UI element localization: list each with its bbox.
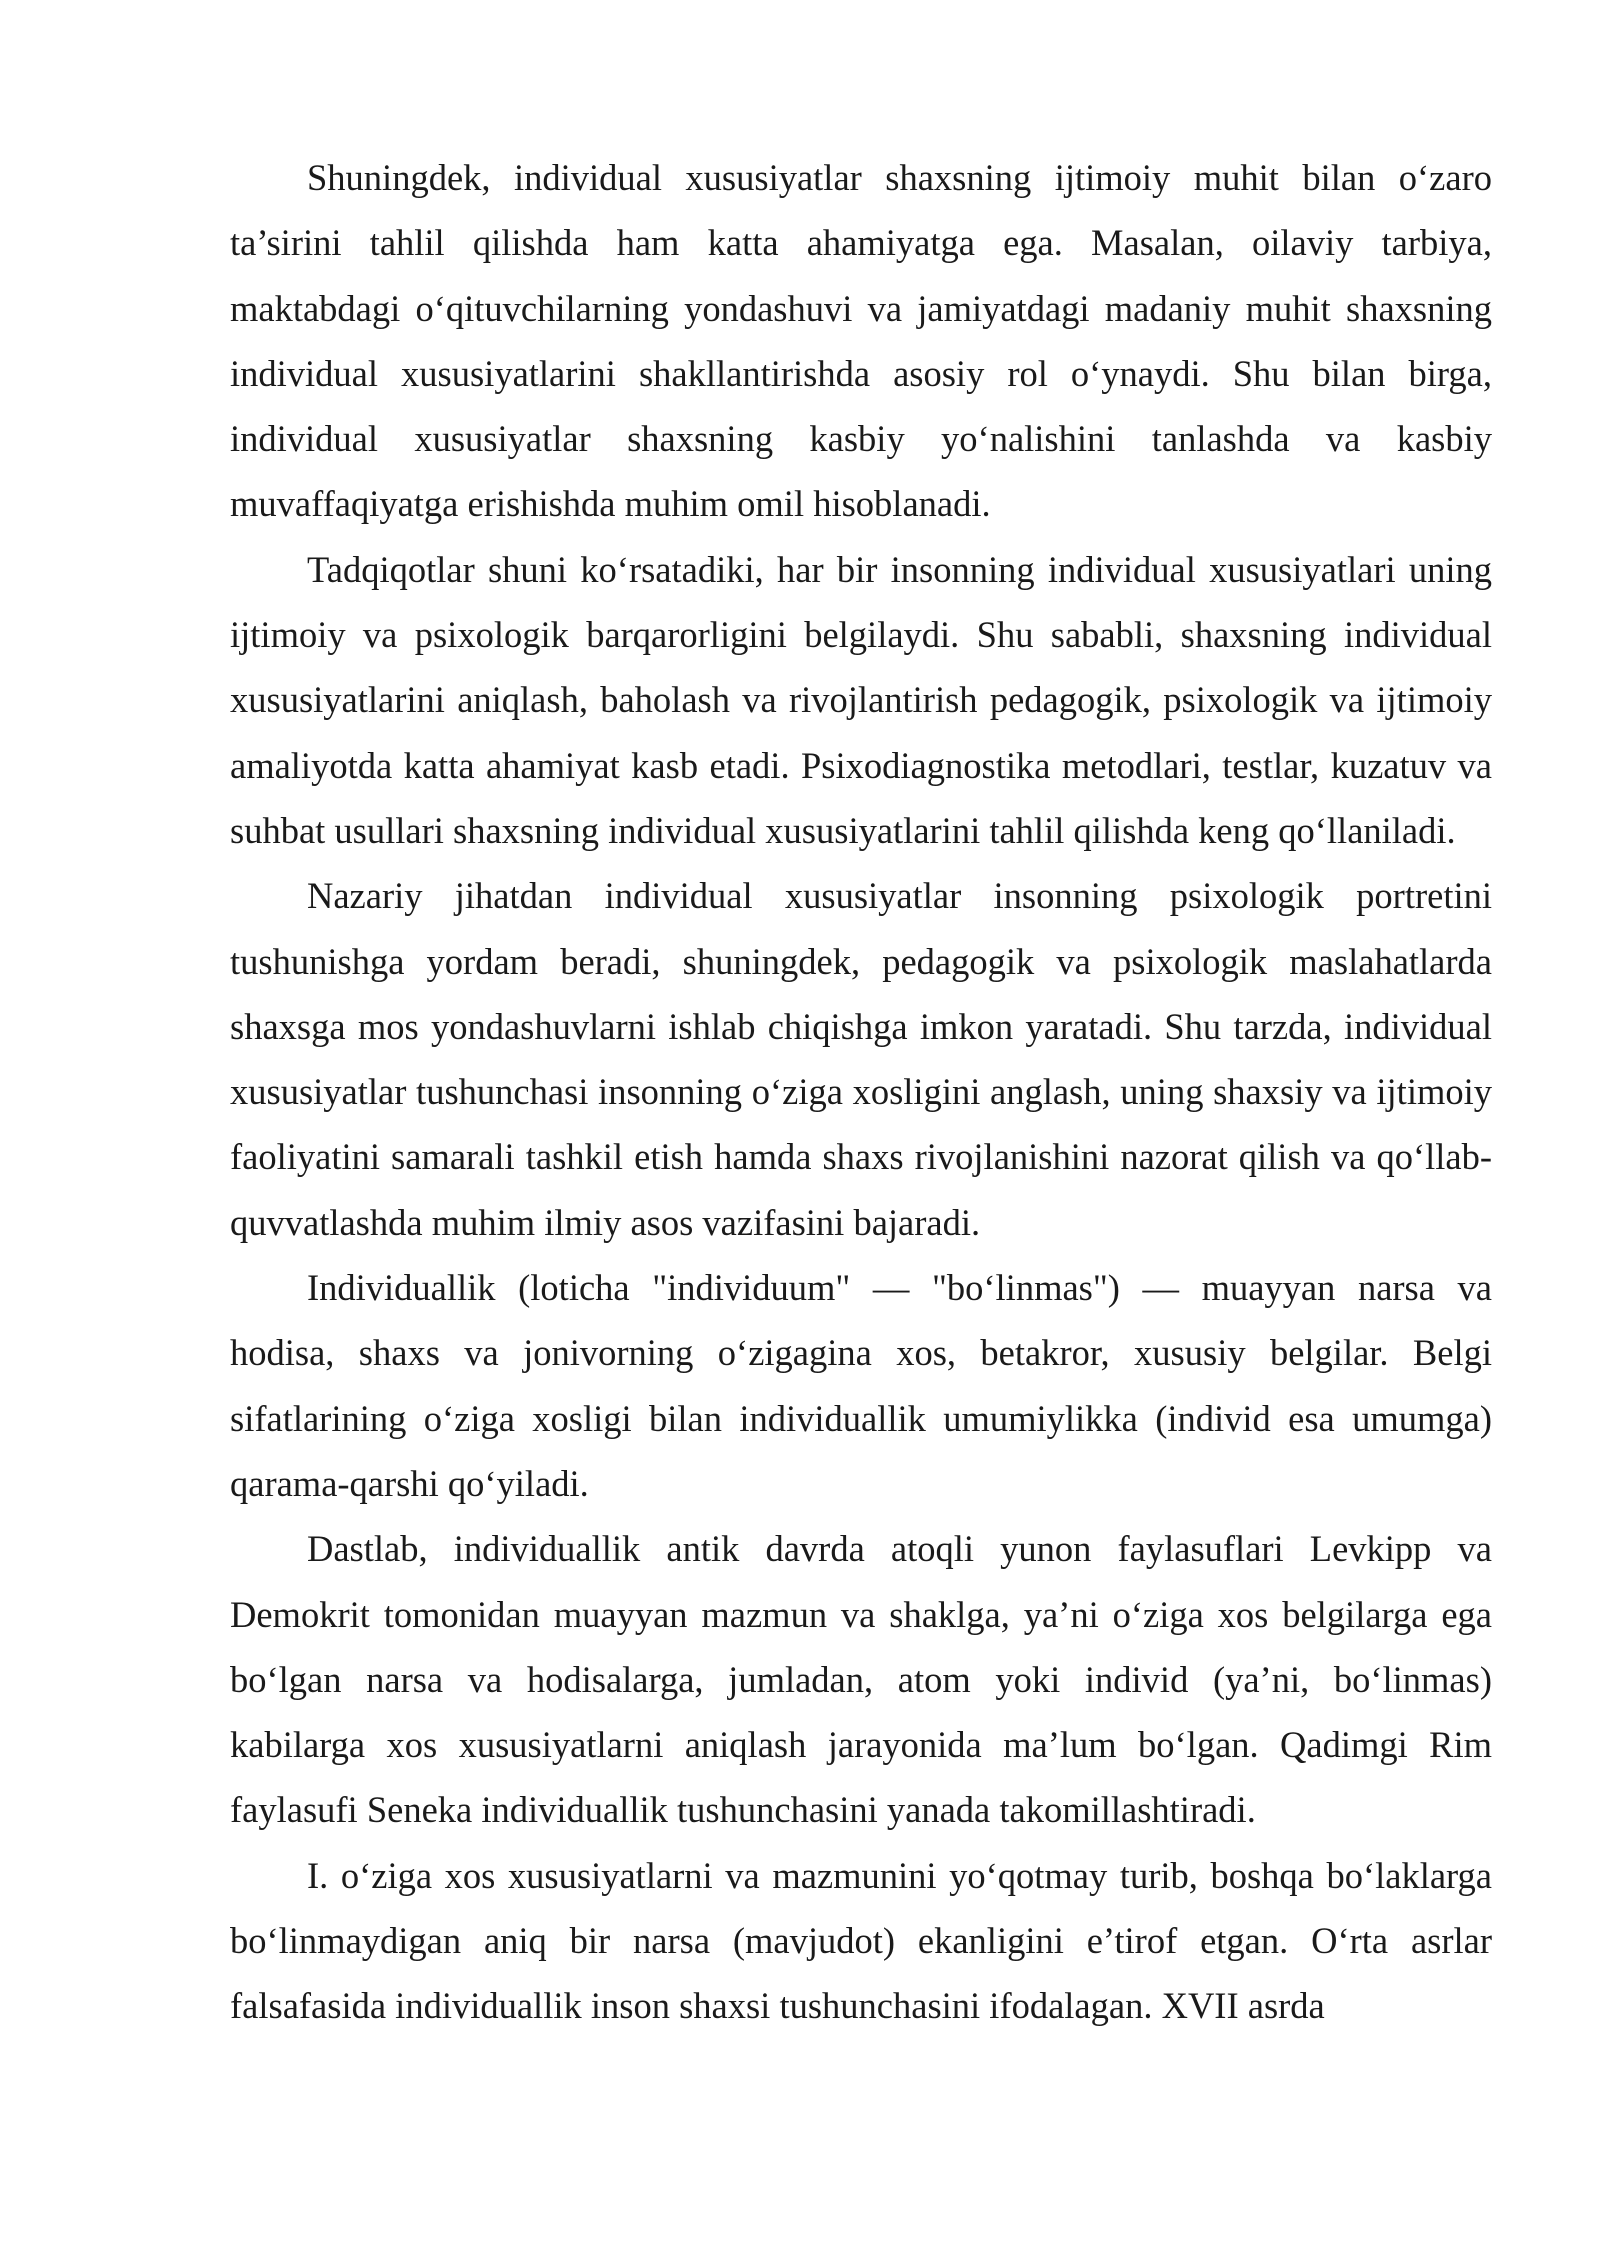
paragraph-5: Dastlab, individuallik antik davrda atoqli yunon faylasuflari Levkipp va Demokrit tomonidan muayyan mazmun va shaklga, ya’ni o‘ziga xos belgilarga ega bo‘lgan narsa va hodisalarga, jumladan, atom yoki individ (ya’ni, bo‘linmas) kabilarga xos xususiyatlarni aniqlash jarayonida ma’lum bo‘lgan. Qadimgi Rim faylasufi Seneka individuallik tushunchasini yanada takomillashtiradi. [230, 1528, 1492, 1831]
paragraph-2: Tadqiqotlar shuni ko‘rsatadiki, har bir insonning individual xususiyatlari uning ijtimoiy va psixologik barqarorligini belgilaydi. Shu sababli, shaxsning individual xususiyatlarini aniqlash, baholash va rivojlantirish pedagogik, psixologik va ijtimoiy amaliyotda katta ahamiyat kasb etadi. Psixodiagnostika metodlari, testlar, kuzatuv va suhbat usullari shaxsning individual xususiyatlarini tahlil qilishda keng qo‘llaniladi. [230, 548, 1492, 851]
paragraph-1: Shuningdek, individual xususiyatlar shaxsning ijtimoiy muhit bilan o‘zaro ta’sirini tahlil qilishda ham katta ahamiyatga ega. Masalan, oilaviy tarbiya, maktabdagi o‘qituvchilarning yondashuvi va jamiyatdagi madaniy muhit shaxsning individual xususiyatlarini shakllantirishda asosiy rol o‘ynaydi. Shu bilan birga, individual xususiyatlar shaxsning kasbiy yo‘nalishini tanlashda va kasbiy muvaffaqiyatga erishishda muhim omil hisoblanadi. [230, 157, 1492, 525]
paragraph-4: Individuallik (loticha "individuum" — "bo‘linmas") — muayyan narsa va hodisa, shaxs va jonivorning o‘zigagina xos, betakror, xususiy belgilar. Belgi sifatlarining o‘ziga xosligi bilan individuallik umumiylikka (individ esa umumga) qarama-qarshi qo‘yiladi. [230, 1267, 1492, 1504]
paragraph-3: Nazariy jihatdan individual xususiyatlar insonning psixologik portretini tushunishga yordam beradi, shuningdek, pedagogik va psixologik maslahatlarda shaxsga mos yondashuvlarni ishlab chiqishga imkon yaratadi. Shu tarzda, individual xususiyatlar tushunchasi insonning o‘ziga xosligini anglash, uning shaxsiy va ijtimoiy faoliyatini samarali tashkil etish hamda shaxs rivojlanishini nazorat qilish va qo‘llab-quvvatlashda muhim ilmiy asos vazifasini bajaradi. [230, 875, 1492, 1243]
body-text [230, 145, 1492, 2039]
paragraph-6: I. o‘ziga xos xususiyatlarni va mazmunini yo‘qotmay turib, boshqa bo‘laklarga bo‘linmaydigan aniq bir narsa (mavjudot) ekanligini e’tirof etgan. O‘rta asrlar falsafasida individuallik inson shaxsi tushunchasini ifodalagan. XVII asrda [230, 1854, 1492, 2027]
